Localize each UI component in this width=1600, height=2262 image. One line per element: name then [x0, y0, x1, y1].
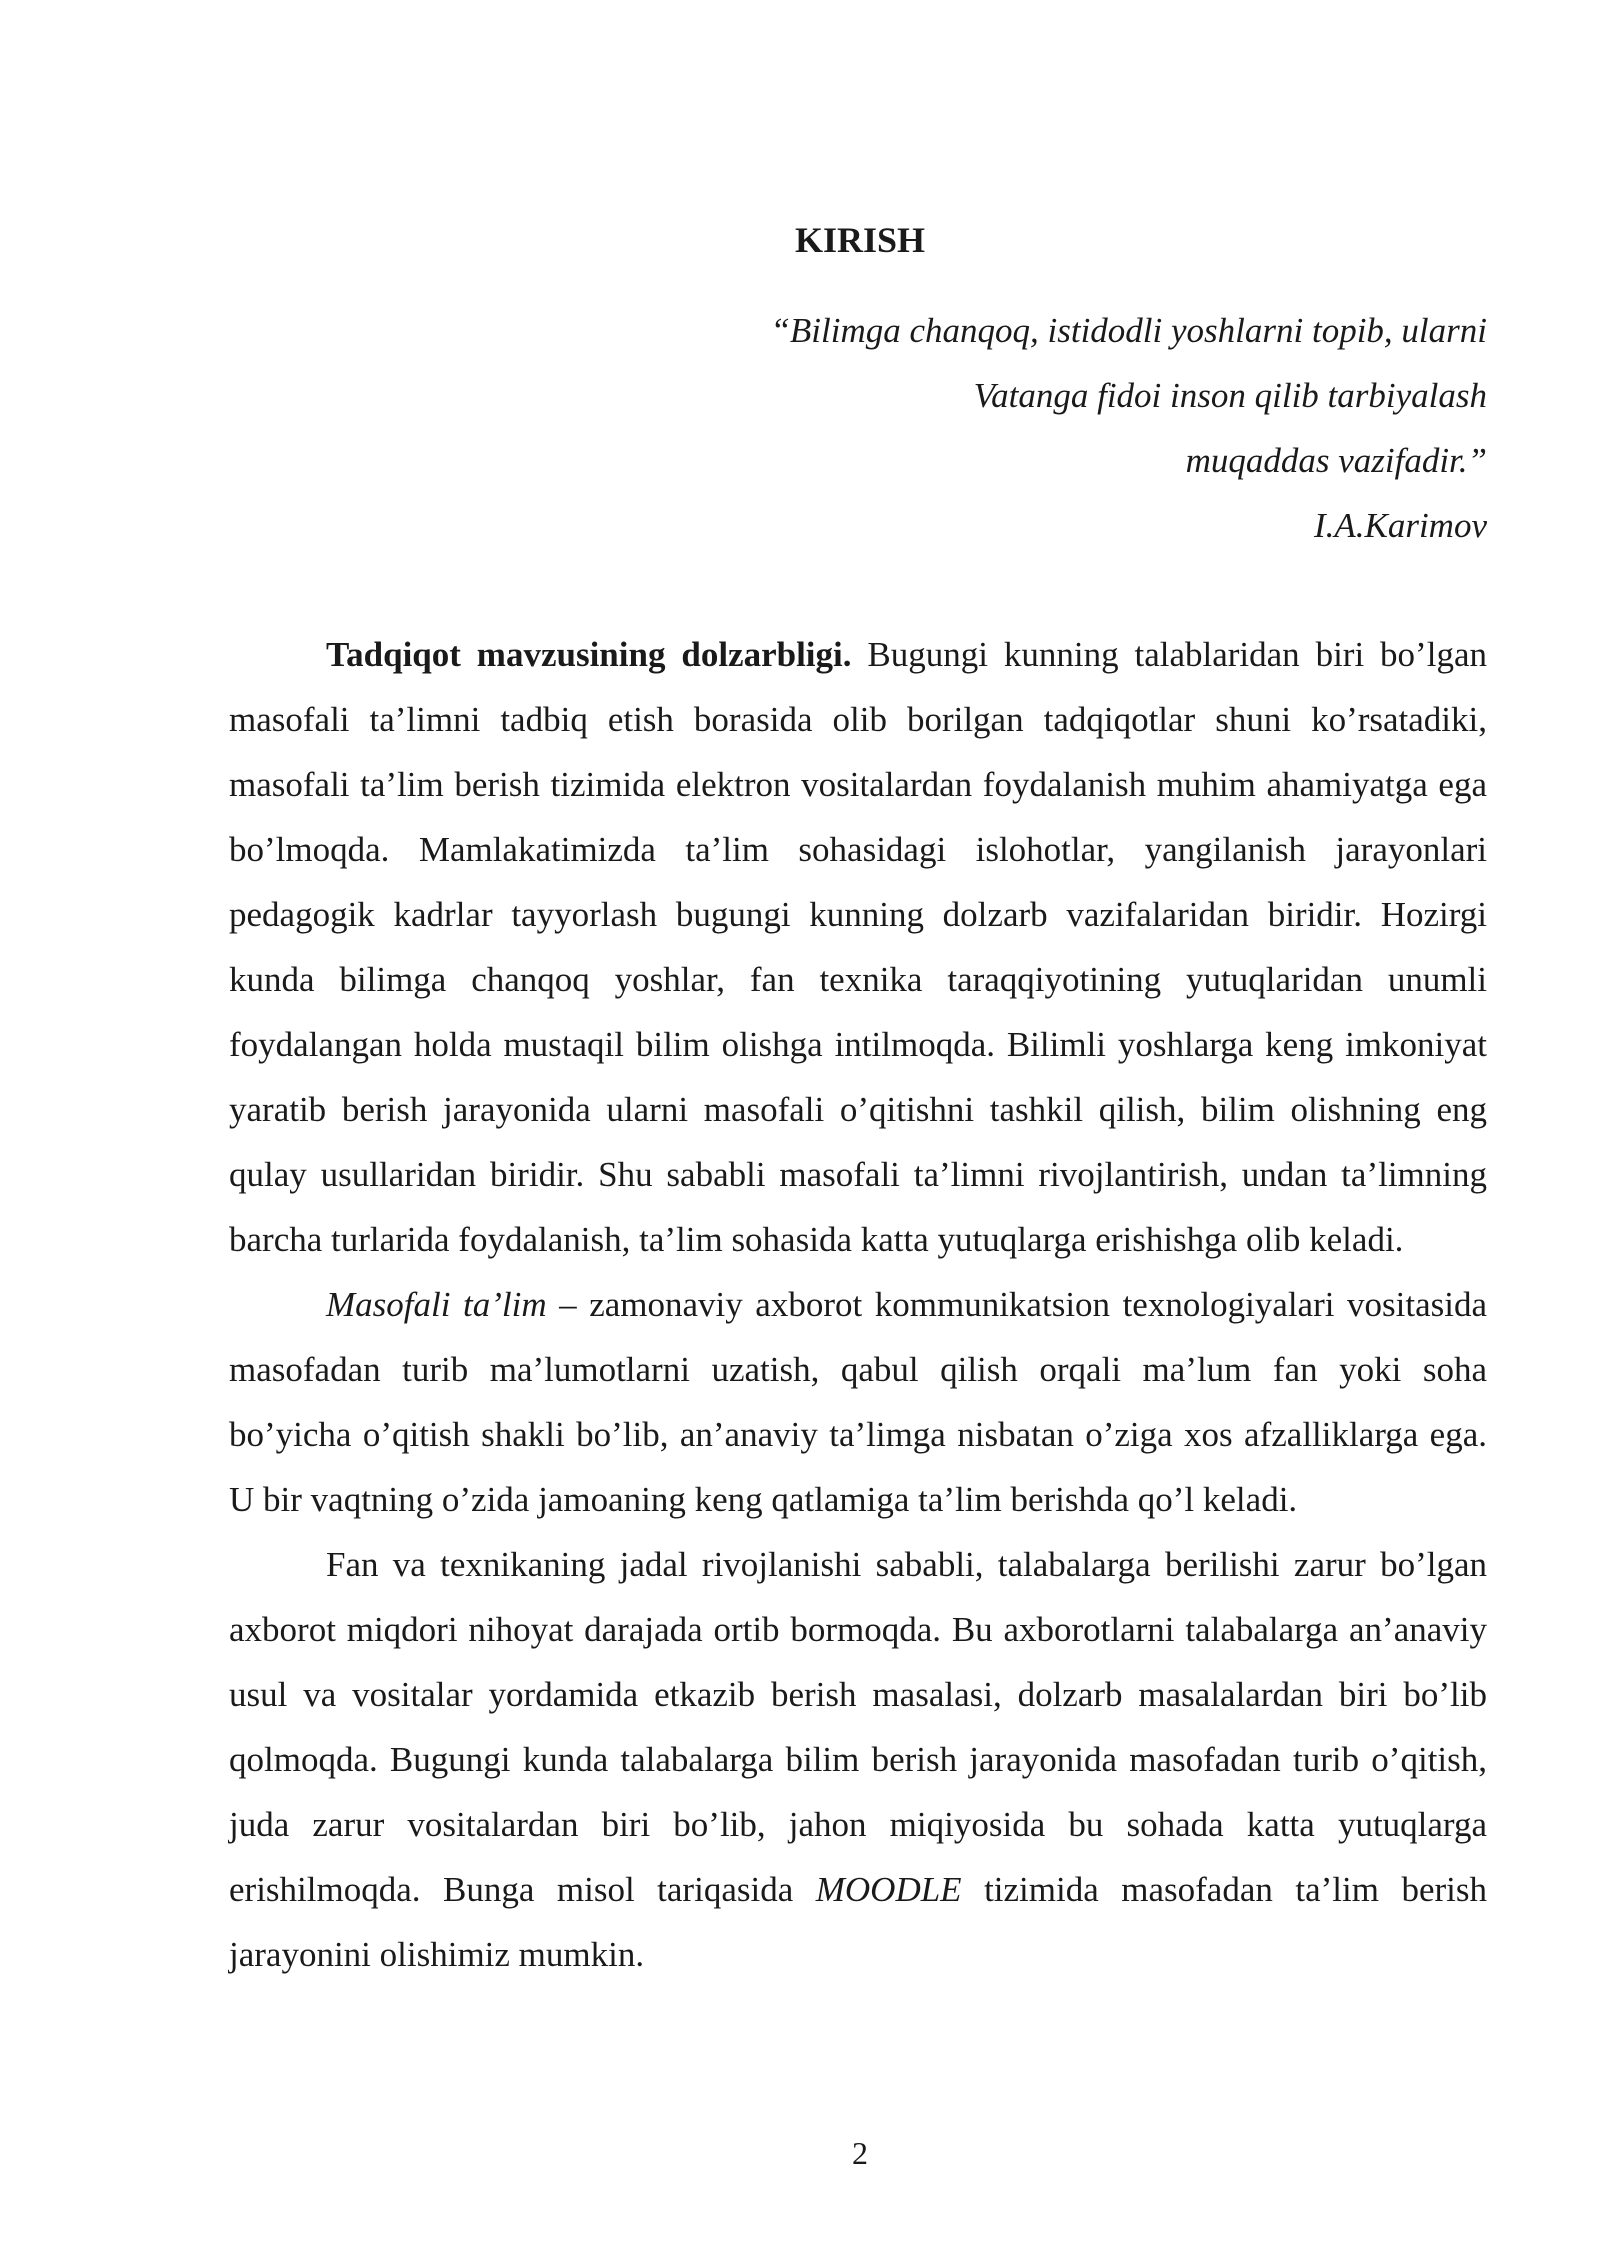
paragraph-relevance — [229, 622, 1487, 1272]
paragraph-tail-text: tizimida masofadan ta’lim berish jarayonini olishimiz mumkin. — [229, 1870, 1487, 1974]
paragraph-text: Bugungi kunning talablaridan biri bo’lgan masofali ta’limni tadbiq etish borasida olib borilgan tadqiqotlar shuni ko’rsatadiki, masofali ta’lim berish tizimida elektron vositalardan foydalanish muhim ahamiyatga ega bo’lmoqda. Mamlakatimizda ta’lim sohasidagi islohotlar, yangilanish jarayonlari pedagogik kadrlar tayyorlash bugungi kunning dolzarb vazifalaridan biridir. Hozirgi kunda bilimga chanqoq yoshlar, fan texnika taraqqiyotining yutuqlaridan unumli foydalangan holda mustaqil bilim olishga intilmoqda. Bilimli yoshlarga keng imkoniyat yaratib berish jarayonida ularni masofali o’qitishni tashkil qilish, bilim olishning eng qulay usullaridan biridir. Shu sababli masofali ta’limni rivojlantirish, undan ta’limning barcha turlarida foydalanish, ta’lim sohasida katta yutuqlarga erishishga olib keladi. — [229, 635, 1487, 1259]
page-title: KIRISH — [794, 220, 926, 260]
section-lead: Tadqiqot mavzusining dolzarbligi. — [326, 635, 852, 674]
paragraph-development — [229, 1532, 1487, 1987]
moodle-term: MOODLE — [815, 1870, 962, 1909]
epigraph-author: I.A.Karimov — [1313, 506, 1487, 545]
body-text — [229, 622, 1487, 1987]
epigraph-line: muqaddas vazifadir.” — [1185, 441, 1487, 480]
term-italic: Masofali ta’lim — [326, 1285, 547, 1324]
paragraph-text: Fan va texnikaning jadal rivojlanishi sababli, talabalarga berilishi zarur bo’lgan axborot miqdori nihoyat darajada ortib bormoqda. Bu axborotlarni talabalarga an’anaviy usul va vositalar yordamida etkazib berish masalasi, dolzarb masalalardan biri bo’lib qolmoqda. Bugungi kunda talabalarga bilim berish jarayonida masofadan turib o’qitish, juda zarur vositalardan biri bo’lib, jahon miqiyosida bu sohada katta yutuqlarga erishilmoqda. Bunga misol tariqasida — [229, 1545, 1487, 1909]
epigraph-line: Vatanga fidoi inson qilib tarbiyalash — [973, 376, 1487, 415]
page-number: 2 — [852, 2135, 868, 2171]
paragraph-text: – zamonaviy axborot kommunikatsion texnologiyalari vositasida masofadan turib ma’lumotlarni uzatish, qabul qilish orqali ma’lum fan yoki soha bo’yicha o’qitish shakli bo’lib, an’anaviy ta’limga nisbatan o’ziga xos afzalliklarga ega. U bir vaqtning o’zida jamoaning keng qatlamiga ta’lim berishda qo’l keladi. — [229, 1285, 1487, 1519]
paragraph-definition — [229, 1272, 1487, 1532]
epigraph — [500, 298, 1487, 558]
epigraph-line: “Bilimga chanqoq, istidodli yoshlarni topib, ularni — [770, 311, 1487, 350]
